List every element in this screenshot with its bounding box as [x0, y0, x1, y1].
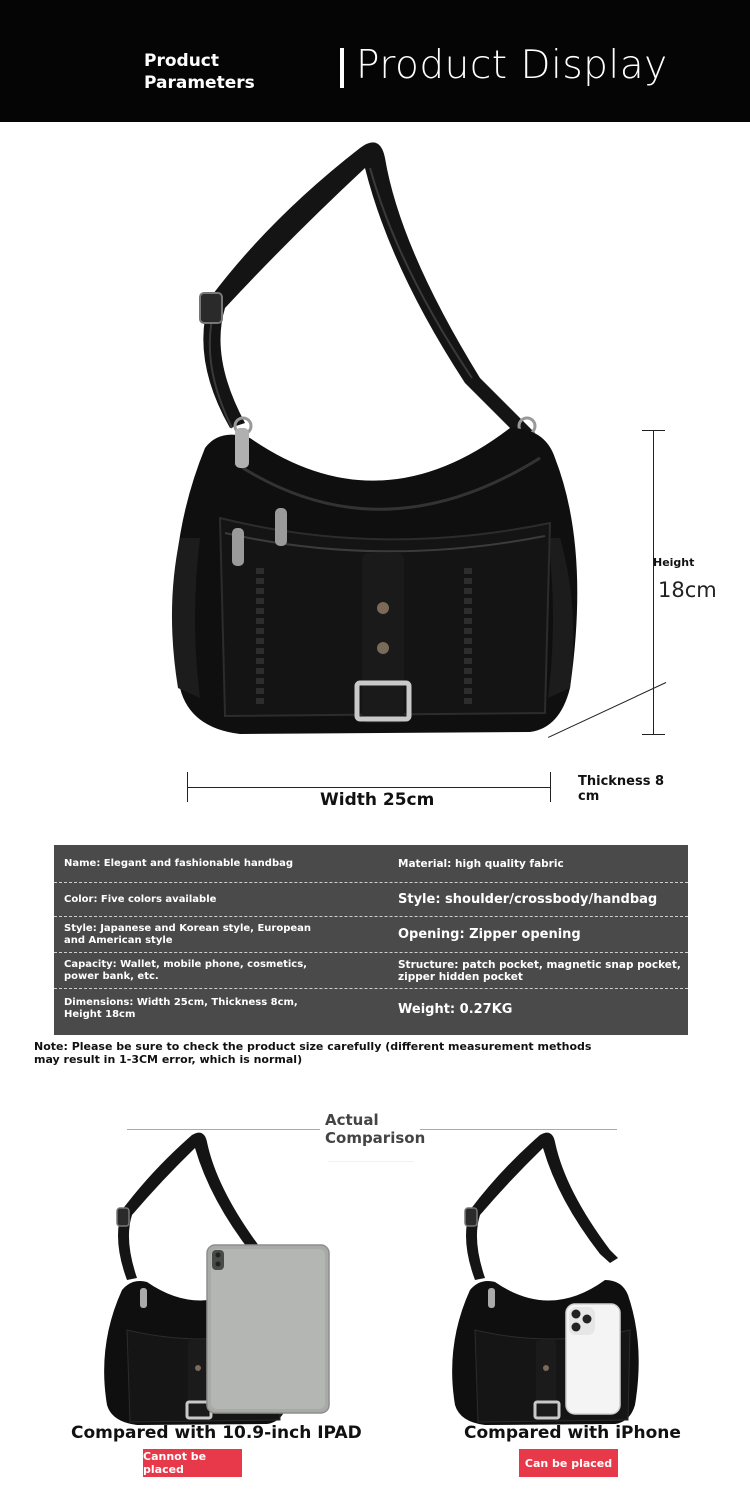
- height-label: Height: [653, 556, 695, 569]
- handbag-image: [150, 128, 590, 748]
- handbag-iphone-image: [440, 1130, 685, 1430]
- parameter-style-origin: Style: Japanese and Korean style, European and American style: [64, 922, 311, 946]
- ipad-device: [206, 1244, 330, 1414]
- parameter-material: Material: high quality fabric: [398, 857, 564, 870]
- header-params-label: Product Parameters: [144, 51, 255, 93]
- parameter-row: [54, 883, 688, 917]
- header-divider: [340, 48, 344, 88]
- width-value: Width 25cm: [320, 790, 435, 810]
- iphone-device: [565, 1303, 621, 1415]
- width-dimension-line: [187, 787, 550, 788]
- parameter-capacity: Capacity: Wallet, mobile phone, cosmetics, power bank, etc.: [64, 958, 307, 982]
- parameter-structure: Structure: patch pocket, magnetic snap pocket, zipper hidden pocket: [398, 958, 681, 983]
- width-cap-left: [187, 772, 188, 802]
- parameter-color: Color: Five colors available: [64, 893, 217, 905]
- parameter-row: [54, 953, 688, 989]
- thickness-value: Thickness 8 cm: [578, 774, 665, 804]
- height-cap-top: [642, 430, 665, 431]
- width-cap-right: [550, 772, 551, 802]
- parameter-opening: Opening: Zipper opening: [398, 927, 581, 942]
- compare-iphone-label: Compared with iPhone: [464, 1423, 681, 1443]
- height-value: 18cm: [658, 578, 717, 602]
- parameter-row: [54, 845, 688, 883]
- comparison-title: Actual Comparison: [320, 1111, 420, 1161]
- height-dimension-line: [653, 430, 654, 735]
- parameter-name: Name: Elegant and fashionable handbag: [64, 857, 294, 869]
- height-cap-bottom: [642, 734, 665, 735]
- compare-ipad-label: Compared with 10.9-inch IPAD: [71, 1423, 362, 1443]
- size-note: Note: Please be sure to check the product size carefully (different measurement methods may result in 1-3CM error, which is normal): [34, 1040, 592, 1066]
- can-be-placed-badge: Can be placed: [519, 1449, 618, 1477]
- parameter-style: Style: shoulder/crossbody/handbag: [398, 892, 658, 907]
- parameter-row: [54, 989, 688, 1029]
- parameters-table: [54, 845, 688, 1035]
- header-banner: [0, 0, 750, 122]
- header-display-title: Product Display: [356, 43, 668, 88]
- parameter-row: [54, 917, 688, 953]
- parameter-dimensions: Dimensions: Width 25cm, Thickness 8cm, Height 18cm: [64, 997, 298, 1020]
- parameter-weight: Weight: 0.27KG: [398, 1001, 513, 1017]
- cannot-be-placed-badge: Cannot be placed: [143, 1449, 242, 1477]
